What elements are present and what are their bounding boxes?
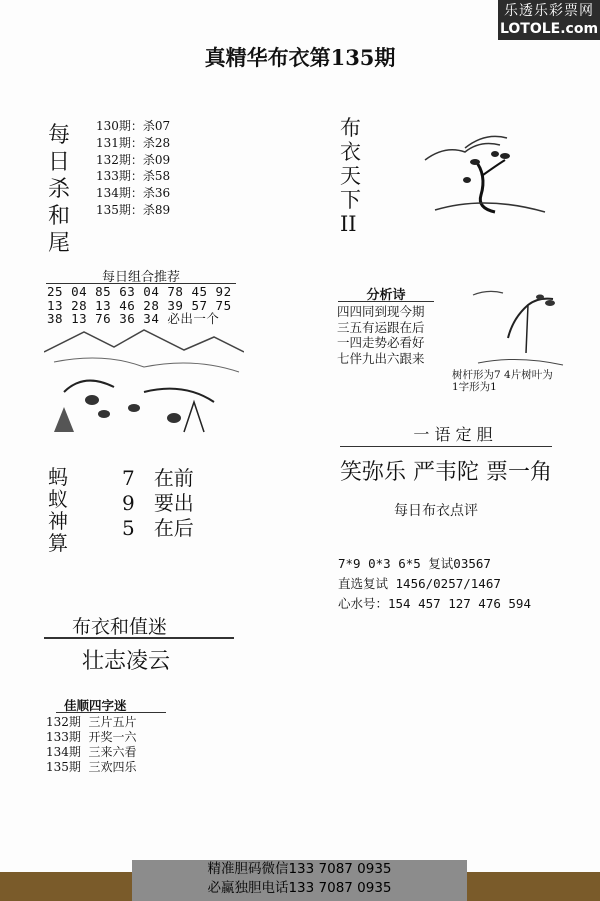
poem-line: 七伴九出六跟来 bbox=[337, 350, 425, 366]
divider bbox=[44, 637, 234, 639]
daily-kill-tail-list bbox=[96, 118, 170, 219]
list-item bbox=[46, 715, 137, 730]
review-line: 7*9 0*3 6*5 复试03567 bbox=[338, 556, 491, 571]
daily-review-lines bbox=[338, 554, 531, 614]
label-char: 下 bbox=[340, 188, 361, 212]
label-char: 杀 bbox=[48, 177, 71, 202]
label-char: 算 bbox=[48, 531, 68, 555]
four-char-rows bbox=[46, 715, 137, 775]
list-item bbox=[46, 760, 137, 775]
label-char: 衣 bbox=[340, 140, 361, 164]
list-item: 132期：杀09 bbox=[96, 152, 171, 167]
row-number: 7 bbox=[122, 466, 135, 490]
row-text: 要出 bbox=[153, 491, 194, 515]
analysis-poem-title: 分析诗 bbox=[366, 288, 406, 303]
list-item: 135期：杀89 bbox=[96, 202, 171, 217]
divider bbox=[340, 446, 552, 447]
list-item: 130期：杀07 bbox=[96, 119, 171, 133]
four-char-title: 佳顺四字迷 bbox=[64, 698, 127, 713]
label-char: 蚁 bbox=[48, 487, 68, 511]
mayi-row bbox=[122, 516, 194, 541]
row-text: 在前 bbox=[153, 466, 194, 490]
list-item bbox=[46, 730, 137, 745]
mayi-shensuan-label bbox=[48, 466, 72, 554]
list-item bbox=[46, 745, 137, 760]
period: 135期 bbox=[46, 760, 81, 774]
label-char: 布 bbox=[340, 116, 361, 140]
watermark-en: LOTOLE.com bbox=[499, 21, 599, 37]
daily-combo-title: 每日组合推荐 bbox=[101, 270, 180, 285]
daily-review-title: 每日布衣点评 bbox=[394, 503, 478, 519]
list-item: 131期：杀28 bbox=[96, 135, 171, 150]
poem-line: 一四走势必看好 bbox=[337, 335, 425, 350]
landscape-illustration bbox=[44, 322, 244, 440]
divider bbox=[56, 712, 166, 713]
label-char: 尾 bbox=[48, 231, 71, 256]
analysis-note bbox=[452, 369, 553, 393]
riddle-text: 三来六看 bbox=[88, 745, 137, 759]
mayi-shensuan-rows bbox=[122, 466, 194, 541]
label-char: II bbox=[340, 212, 357, 236]
label-char: 天 bbox=[340, 164, 361, 188]
combo-line: 38 13 76 36 34 必出一个 bbox=[47, 311, 220, 326]
note-line: 树杆形为7 4片树叶为 bbox=[452, 369, 553, 381]
riddle-text: 壮志凌云 bbox=[82, 649, 171, 674]
mayi-row bbox=[122, 466, 194, 491]
one-word-title: 一 语 定 胆 bbox=[413, 425, 493, 444]
combo-line: 13 28 13 46 28 39 57 75 bbox=[47, 297, 232, 313]
row-number: 9 bbox=[122, 491, 135, 515]
footer-contact-box bbox=[132, 860, 467, 901]
divider bbox=[338, 301, 434, 302]
list-item: 134期：杀36 bbox=[96, 186, 171, 201]
poem-line: 四四同到现今期 bbox=[337, 304, 425, 319]
label-char: 日 bbox=[48, 150, 71, 175]
one-word-text: 笑弥乐 严韦陀 票一角 bbox=[340, 460, 552, 485]
analysis-poem-lines bbox=[337, 304, 425, 366]
review-line: 心水号：154 457 127 476 594 bbox=[338, 596, 531, 611]
buyi-tianxia-label bbox=[340, 116, 364, 236]
riddle-text: 开奖一六 bbox=[88, 730, 137, 744]
footer-phone: 必赢独胆电话133 7087 0935 bbox=[207, 880, 392, 896]
list-item: 133期：杀58 bbox=[96, 169, 171, 184]
row-number: 5 bbox=[122, 516, 135, 540]
tree-sketch-illustration bbox=[405, 120, 555, 220]
note-line: 1字形为1 bbox=[452, 381, 497, 393]
page-title: 真精华布衣第135期 bbox=[204, 45, 396, 70]
riddle-title: 布衣和值迷 bbox=[72, 616, 168, 638]
combo-line: 25 04 85 63 04 78 45 92 bbox=[47, 284, 232, 299]
label-char: 每 bbox=[48, 123, 71, 148]
row-text: 在后 bbox=[153, 516, 194, 540]
label-char: 蚂 bbox=[48, 465, 68, 489]
label-char: 神 bbox=[48, 509, 68, 533]
riddle-text: 三片五片 bbox=[88, 715, 137, 729]
mayi-row bbox=[122, 491, 194, 516]
period: 133期 bbox=[46, 730, 81, 744]
period: 134期 bbox=[46, 745, 81, 759]
footer-wechat: 精准胆码微信133 7087 0935 bbox=[207, 861, 392, 877]
period: 132期 bbox=[46, 715, 81, 729]
watermark-cn: 乐透乐彩票网 bbox=[504, 3, 594, 19]
riddle-text: 三欢四乐 bbox=[88, 760, 137, 774]
review-line: 直选复试 1456/0257/1467 bbox=[338, 576, 501, 591]
watermark bbox=[498, 0, 600, 40]
label-char: 和 bbox=[48, 204, 71, 229]
daily-combo-numbers bbox=[47, 285, 232, 326]
poem-line: 三五有运跟在后 bbox=[337, 319, 425, 335]
daily-kill-tail-label bbox=[48, 122, 72, 257]
branch-sketch-illustration bbox=[468, 283, 568, 371]
